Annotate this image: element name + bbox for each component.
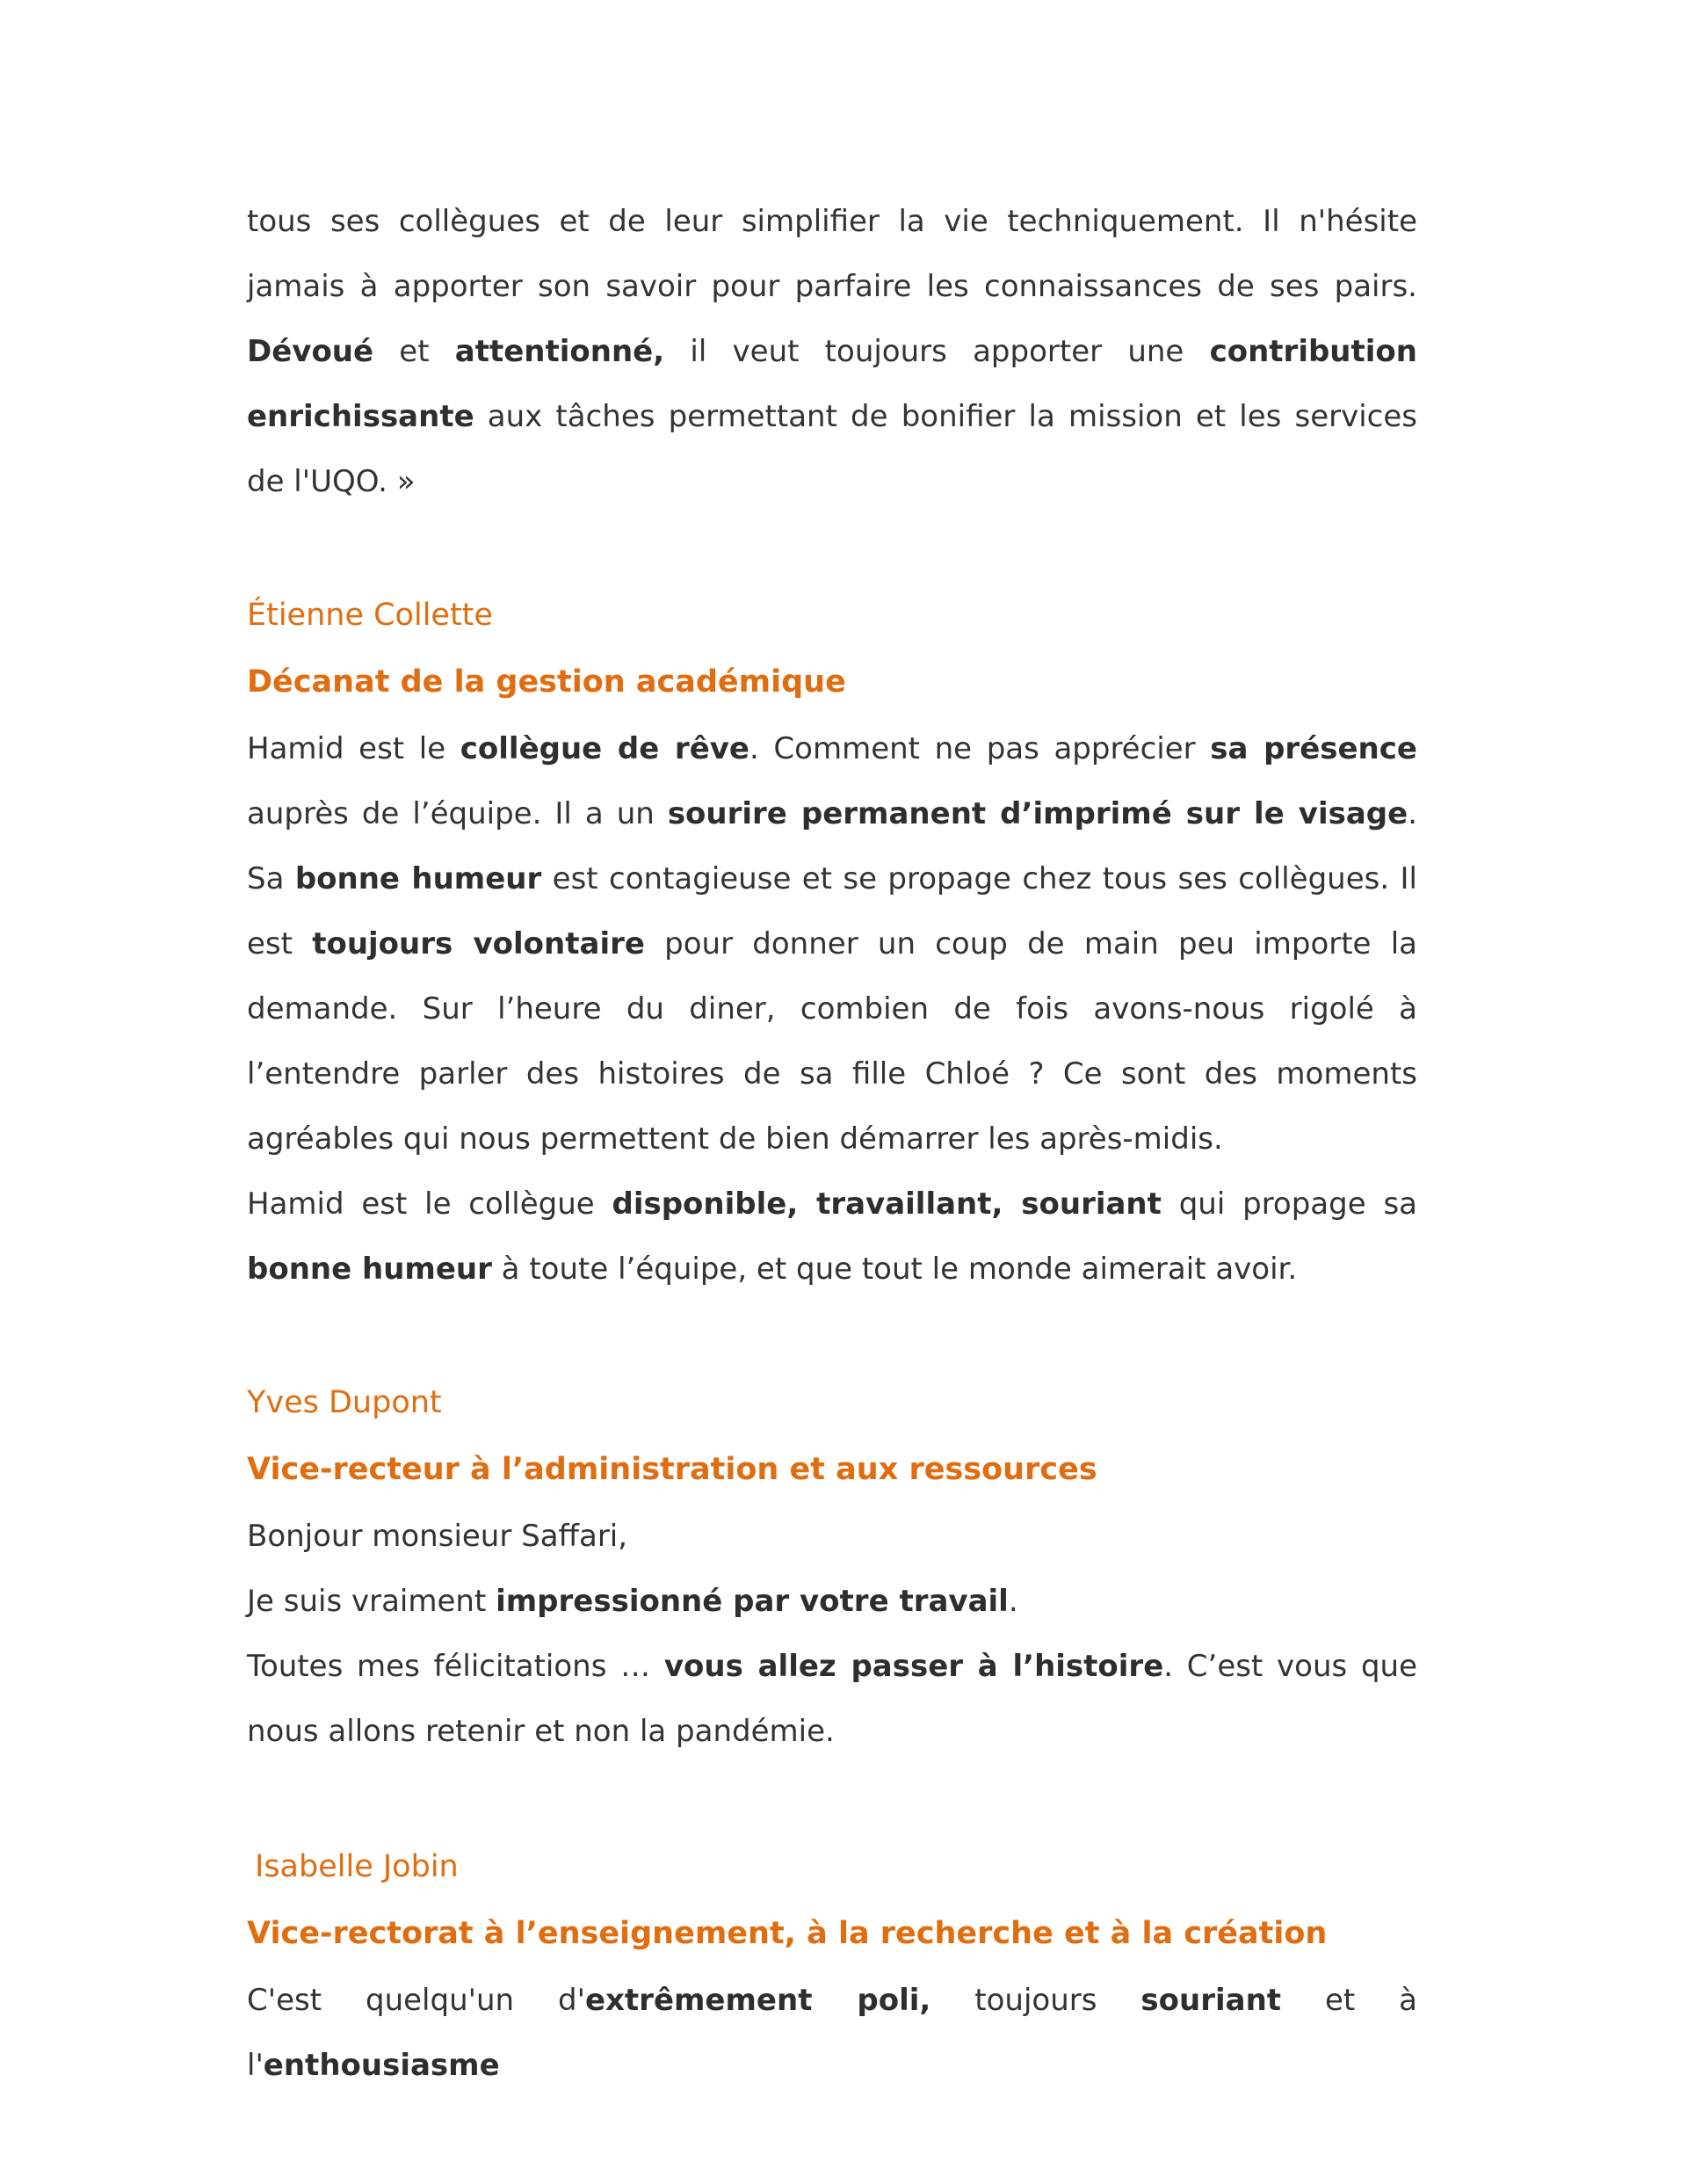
testimonial-author-role: Vice-recteur à l’administration et aux ressources (247, 1452, 1097, 1487)
testimonial-paragraph: Hamid est le collègue disponible, travaillant, souriant qui propage sa bonne humeur à toute l’équipe, et que tout le monde aimerait avoir. (247, 1186, 1417, 1287)
testimonial-author-name: Étienne Collette (247, 598, 493, 633)
testimonial-greeting: Bonjour monsieur Saffari, (247, 1519, 628, 1554)
testimonial-author-role: Décanat de la gestion académique (247, 664, 846, 700)
testimonial-author-name: Isabelle Jobin (255, 1849, 459, 1884)
testimonial-author-name: Yves Dupont (247, 1385, 442, 1420)
intro-paragraph: tous ses collègues et de leur simplifier la vie techniquement. Il n'hésite jamais à apporter son savoir pour parfaire les connaissances de ses pairs. Dévoué et attentionné, il veut toujours apporter une contribution enrichissante aux tâches permettant de bonifier la mission et les services de l'UQO. » (247, 204, 1417, 499)
document-page (247, 189, 1417, 2098)
testimonial-paragraph: C'est quelqu'un d'extrêmement poli, toujours souriant et à l'enthousiasme (247, 1983, 1417, 2083)
testimonial-paragraph: Hamid est le collègue de rêve. Comment ne pas apprécier sa présence auprès de l’équipe. Il a un sourire permanent d’imprimé sur le visage. Sa bonne humeur est contagieuse et se propage chez tous ses collègues. Il est toujours volontaire pour donner un coup de main peu importe la demande. Sur l’heure du diner, combien de fois avons-nous rigolé à l’entendre parler des histoires de sa fille Chloé ? Ce sont des moments agréables qui nous permettent de bien démarrer les après-midis. (247, 731, 1418, 1157)
testimonial-author-role: Vice-rectorat à l’enseignement, à la recherche et à la création (247, 1916, 1328, 1951)
testimonial-paragraph: Toutes mes félicitations … vous allez passer à l’histoire. C’est vous que nous allons retenir et non la pandémie. (247, 1649, 1417, 1749)
testimonial-paragraph: Je suis vraiment impressionné par votre travail. (247, 1584, 1018, 1619)
